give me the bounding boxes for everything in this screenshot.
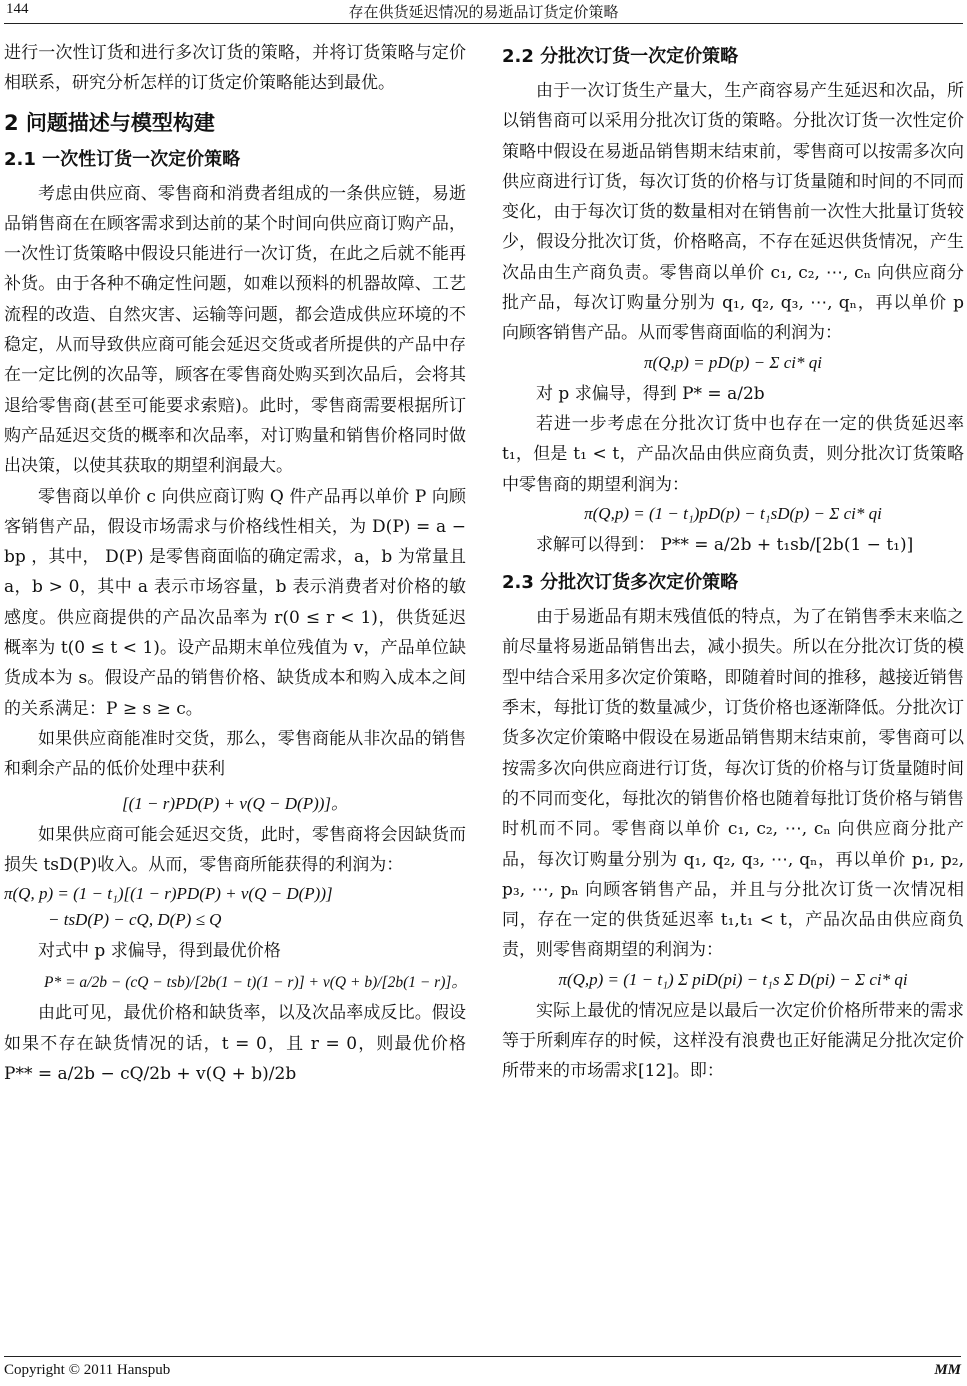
paragraph: 求解可以得到： P** = a/2b + t₁sb/[2b(1 − t₁)] bbox=[536, 534, 914, 555]
paragraph: 如果供应商能准时交货，那么，零售商能从非次品的销售和剩余产品的低价处理中获利 bbox=[4, 728, 466, 780]
paragraph: 由于易逝品有期末残值低的特点，为了在销售季末来临之前尽量将易逝品销售出去，减小损失。所以在分批次订货的模型中结合采用多次定价策略，即随着时间的推移，越接近销售季末，每批订货的数量减少，订货价格也逐渐降低。分批次订货多次定价策略中假设在易逝品销售期末结束前，零售商可以按需多次向供应商进行订货，每次订货的价格与订货量随时间的不同而变化，每批次的销售价格也随着每批订货价格与销售时机而不同。零售商以单价 c₁, c₂, ⋯, cₙ 向供应商分批产品，每次订购量分别为 q₁, q₂, q₃, ⋯, qₙ，再以单价 p₁, p₂, p₃, ⋯, pₙ 向顾客销售产品，并且与分批次订货一次情况相同，存在一定的供货延迟率 t₁,t₁ < t，产品次品由供应商负责，则零售商期望的利润为： bbox=[502, 607, 964, 961]
equation: π(Q,p) = (1 − t₁) Σ piD(pi) − t₁s Σ D(pi) − Σ ci* qi bbox=[558, 969, 908, 989]
paragraph: 对 p 求偏导，得到 P* = a/2b bbox=[536, 383, 765, 404]
equation: π(Q,p) = pD(p) − Σ ci* qi bbox=[643, 352, 822, 372]
paragraph: 若进一步考虑在分批次订货中也存在一定的供货延迟率 t₁，但是 t₁ < t，产品次品由供应商负责，则分批次订货策略中零售商的期望利润为： bbox=[502, 413, 964, 495]
header-rule bbox=[4, 23, 963, 24]
section-2-3-title: 2.3 分批次订货多次定价策略 bbox=[502, 572, 739, 594]
page-footer bbox=[4, 1356, 961, 1382]
left-column bbox=[4, 38, 466, 1089]
equation: − tsD(P) − cQ, D(P) ≤ Q bbox=[48, 910, 222, 930]
equation: [(1 − r)PD(P) + v(Q − D(P))]。 bbox=[121, 793, 349, 813]
paragraph: 零售商以单价 c 向供应商订购 Q 件产品再以单价 P 向顾客销售产品，假设市场需求与价格线性相关，为 D(P) = a − bp ，其中， D(P) 是零售商面临的确定需求，a，b 为常量且 a，b > 0，其中 a 表示市场容量，b 表示消费者对价格的敏感度。供应商提供的产品次品率为 r(0 ≤ r < 1)，供货延迟概率为 t(0 ≤ t < 1)。设产品期末单位残值为 v，产品单位缺货成本为 s。假设产品的销售价格、缺货成本和购入成本之间的关系满足：P ≥ s ≥ c。 bbox=[4, 486, 466, 719]
equation: π(Q, p) = (1 − t₁)[(1 − r)PD(P) + v(Q − D(P))] bbox=[4, 884, 333, 904]
equation: P* = a/2b − (cQ − tsb)/[2b(1 − t)(1 − r)] + v(Q + b)/[2b(1 − r)]。 bbox=[44, 974, 467, 992]
section-2-2-title: 2.2 分批次订货一次定价策略 bbox=[502, 46, 739, 67]
paragraph: 实际上最优的情况应是以最后一次定价价格所带来的需求等于所剩库存的时候，这样没有浪费也正好能满足分批次定价所带来的市场需求[12]。即： bbox=[502, 1000, 964, 1082]
page-number: 144 bbox=[6, 1, 29, 17]
paragraph: 对式中 p 求偏导，得到最优价格 bbox=[38, 941, 281, 962]
paragraph: 由此可见，最优价格和缺货率，以及次品率成反比。假设如果不存在缺货情况的话，t = 0，且 r = 0，则最优价格 P** = a/2b − cQ/2b + v(Q + b)/2b bbox=[4, 1003, 466, 1085]
footer-rule bbox=[4, 1356, 961, 1357]
paragraph: 如果供应商可能会延迟交货，此时，零售商将会因缺货而损失 tsD(P)收入。从而，零售商所能获得的利润为： bbox=[4, 824, 466, 875]
copyright: Copyright © 2011 Hanspub bbox=[4, 1362, 171, 1378]
right-column bbox=[502, 38, 964, 1087]
running-title: 存在供货延迟情况的易逝品订货定价策略 bbox=[348, 3, 619, 21]
running-header bbox=[0, 0, 967, 30]
section-2-title: 2 问题描述与模型构建 bbox=[4, 110, 215, 135]
paragraph: 由于一次订货生产量大，生产商容易产生延迟和次品，所以销售商可以采用分批次订货的策略。分批次订货一次性定价策略中假设在易逝品销售期末结束前，零售商可以按需多次向供应商进行订货，每次订货的价格与订货量随和时间的不同而变化，由于每次订货的数量相对在销售前一次性大批量订货较少，假设分批次订货，价格略高，不存在延迟供货情况，产生次品由生产商负责。零售商以单价 c₁, c₂, ⋯, cₙ 向供应商分批产品，每次订购量分别为 q₁, q₂, q₃, ⋯, qₙ，再以单价 p 向顾客销售产品。从而零售商面临的利润为： bbox=[502, 81, 964, 344]
paragraph: 考虑由供应商、零售商和消费者组成的一条供应链，易逝品销售商在在顾客需求到达前的某个时间向供应商订购产品，一次性订货策略中假设只能进行一次订货，在此之后就不能再补货。由于各种不确定性问题，如难以预料的机器故障、工艺流程的改造、自然灾害、运输等问题，都会造成供应环境的不稳定，从而导致供应商可能会延迟交货或者所提供的产品中存在一定比例的次品等，顾客在零售商处购买到次品后，会将其退给零售商(甚至可能要求索赔)。此时，零售商需要根据所订购产品延迟交货的概率和次品率，对订购量和销售价格同时做出决策，以使其获取的期望利润最大。 bbox=[4, 183, 466, 477]
intro-paragraph: 进行一次性订货和进行多次订货的策略，并将订货策略与定价相联系，研究分析怎样的订货定价策略能达到最优。 bbox=[4, 43, 466, 94]
journal-abbrev: MM bbox=[934, 1362, 961, 1378]
section-2-1-title: 2.1 一次性订货一次定价策略 bbox=[4, 148, 241, 170]
equation: π(Q,p) = (1 − t₁)pD(p) − t₁sD(p) − Σ ci* qi bbox=[584, 503, 882, 523]
